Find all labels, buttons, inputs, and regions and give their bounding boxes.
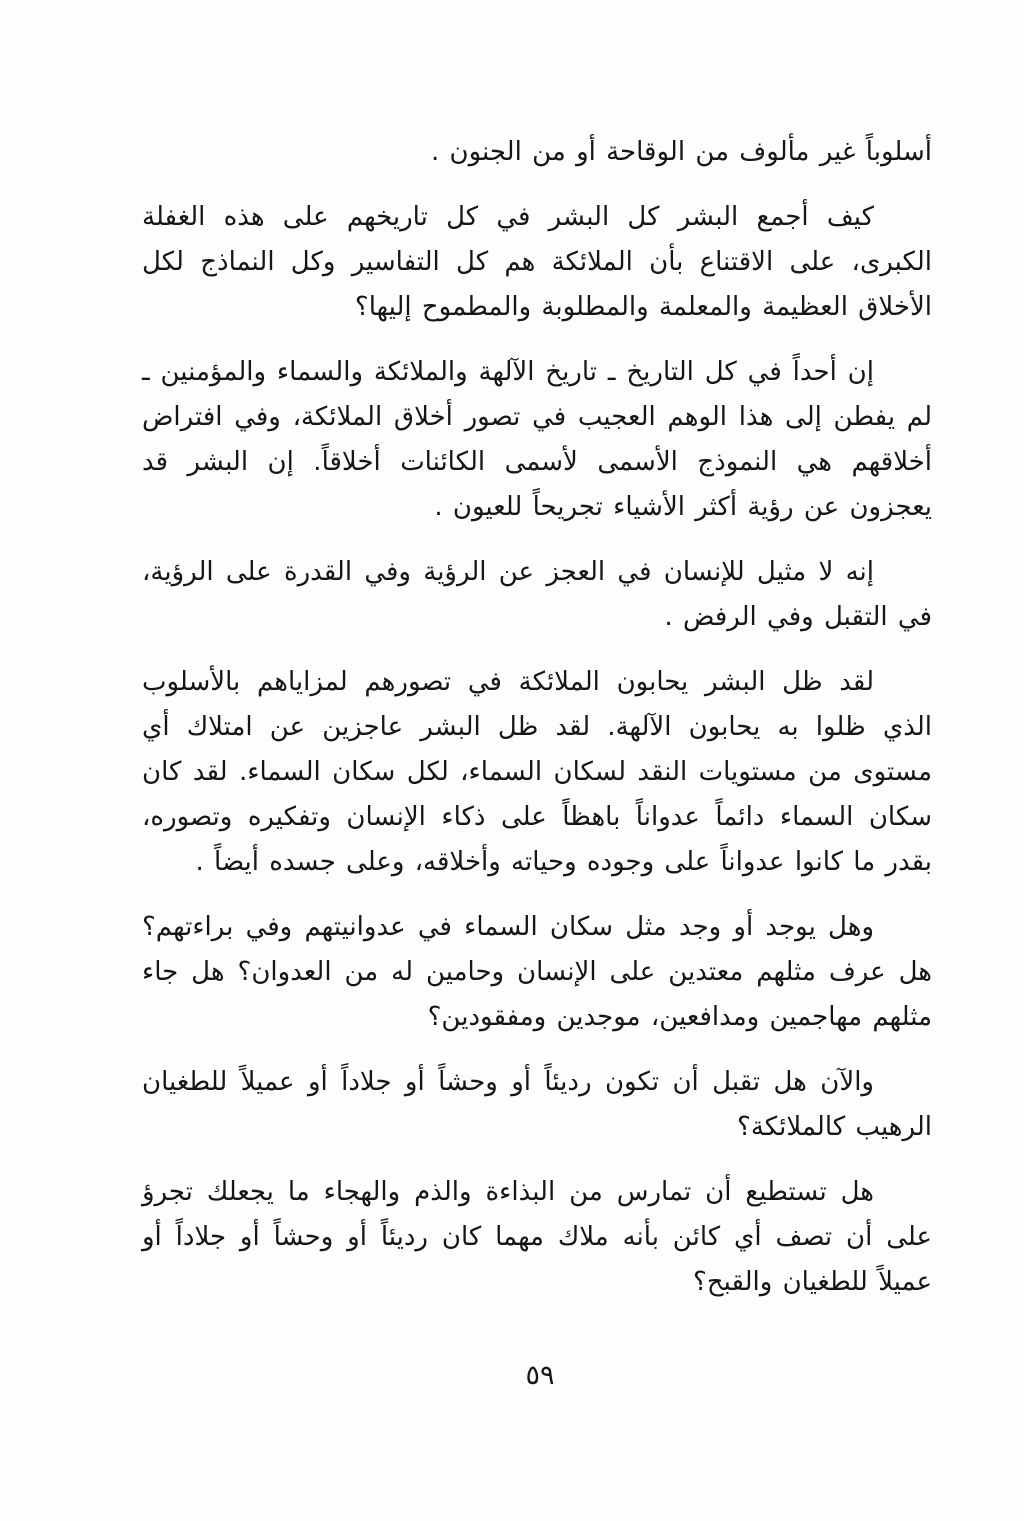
page-number [0,1360,1024,1391]
paragraph: لقد ظل البشر يحابون الملائكة في تصورهم لمزاياهم بالأسلوب الذي ظلوا به يحابون الآلهة. لقد ظل البشر عاجزين عن امتلاك أي مستوى من مستويات النقد لسكان السماء، لكل سكان السماء. لقد كان سكان السماء دائماً عدواناً باهظاً على ذكاء الإنسان وتفكيره وتصوره، بقدر ما كانوا عدواناً على وجوده وحياته وأخلاقه، وعلى جسده أيضاً . [142,667,932,877]
paragraph: والآن هل تقبل أن تكون رديئاً أو وحشاً أو جلاداً أو عميلاً للطغيان الرهيب كالملائكة؟ [142,1067,932,1142]
paragraph: هل تستطيع أن تمارس من البذاءة والذم والهجاء ما يجعلك تجرؤ على أن تصف أي كائن بأنه ملاك مهما كان رديئاً أو وحشاً أو جلاداً أو عميلاً للطغيان والقبح؟ [142,1177,932,1297]
paragraph: كيف أجمع البشر كل البشر في كل تاريخهم على هذه الغفلة الكبرى، على الاقتناع بأن الملائكة هم كل التفاسير وكل النماذج لكل الأخلاق العظيمة والمعلمة والمطلوبة والمطموح إليها؟ [142,202,932,322]
paragraph: إنه لا مثيل للإنسان في العجز عن الرؤية وفي القدرة على الرؤية، في التقبل وفي الرفض . [142,557,932,632]
page-number-value: ٥٩ [525,1360,555,1391]
paragraph: وهل يوجد أو وجد مثل سكان السماء في عدوانيتهم وفي براءتهم؟ هل عرف مثلهم معتدين على الإنسان وحامين له من العدوان؟ هل جاء مثلهم مهاجمين ومدافعين، موجدين ومفقودين؟ [142,912,932,1032]
paragraph: إن أحداً في كل التاريخ ـ تاريخ الآلهة والملائكة والسماء والمؤمنين ـ لم يفطن إلى هذا الوهم العجيب في تصور أخلاق الملائكة، وفي افتراض أخلاقهم هي النموذج الأسمى لأسمى الكائنات أخلاقاً. إن البشر قد يعجزون عن رؤية أكثر الأشياء تجريحاً للعيون . [142,357,932,522]
page-text-block [142,130,932,1325]
paragraph-continuation: أسلوباً غير مألوف من الوقاحة أو من الجنون . [431,137,932,167]
